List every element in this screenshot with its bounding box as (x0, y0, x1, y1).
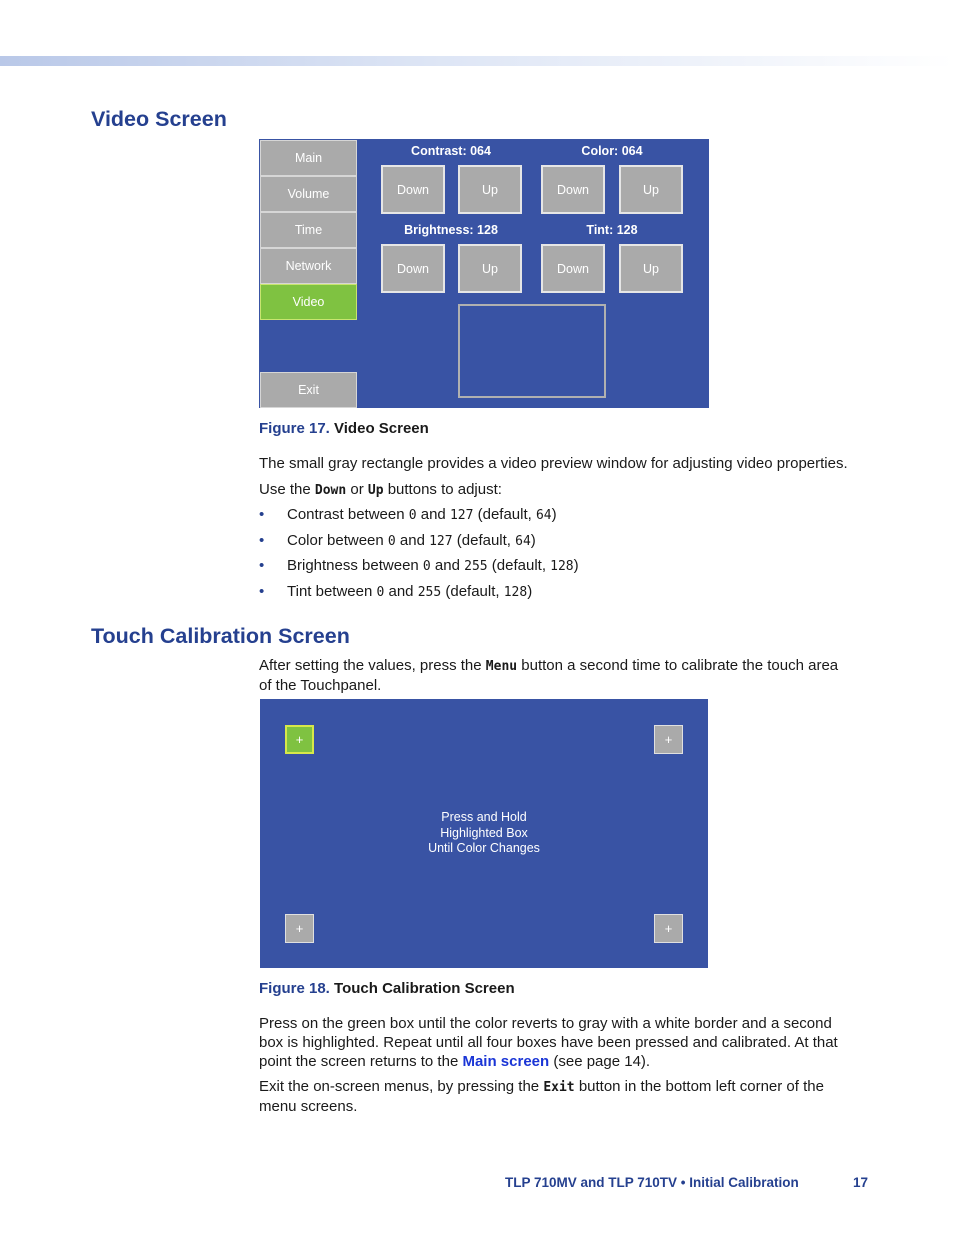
use-buttons-paragraph (259, 480, 859, 500)
exit-code: Exit (543, 1080, 575, 1095)
or-text: or (350, 481, 364, 498)
menu-main-button[interactable]: Main (260, 140, 357, 176)
list-item: • Tint between 0 and 255 (default, 128) (259, 582, 579, 608)
menu-video-button[interactable]: Video (260, 284, 357, 320)
press-green-paragraph: Press on the green box until the color reverts to gray with a white border and a second box is highlighted. Repeat until all four boxes have been pressed and calibrated. At that point the screen returns to the Main screen (see page 14). (259, 1015, 838, 1070)
tint-down-button[interactable]: Down (541, 244, 605, 293)
tint-up-button[interactable]: Up (619, 244, 683, 293)
use-post-text: buttons to adjust: (387, 481, 502, 498)
calibration-box-bottom-left[interactable]: + (285, 914, 314, 943)
color-up-button[interactable]: Up (619, 165, 683, 214)
after-setting-paragraph: After setting the values, press the Menu button a second time to calibrate the touch area of the Touchpanel. (259, 657, 839, 694)
page-number: 17 (853, 1175, 869, 1190)
menu-time-button[interactable]: Time (260, 212, 357, 248)
menu-code: Menu (485, 659, 518, 674)
menu-network-button[interactable]: Network (260, 248, 357, 284)
down-code: Down (314, 483, 347, 498)
list-item: • Contrast between 0 and 127 (default, 64) (259, 505, 579, 531)
adjust-list (259, 505, 579, 608)
figure-18-title: Touch Calibration Screen (334, 980, 515, 997)
contrast-up-button[interactable]: Up (458, 165, 522, 214)
brightness-label: Brightness: 128 (404, 223, 498, 237)
list-item: • Color between 0 and 127 (default, 64) (259, 531, 579, 557)
footer-title: TLP 710MV and TLP 710TV • Initial Calibration (505, 1175, 799, 1190)
figure-17-number: Figure 17. (259, 420, 330, 437)
figure-18-number: Figure 18. (259, 980, 330, 997)
up-code: Up (367, 483, 384, 498)
video-intro-paragraph: The small gray rectangle provides a video preview window for adjusting video properties. (259, 455, 848, 472)
exit-paragraph: Exit the on-screen menus, by pressing the Exit button in the bottom left corner of the menu screens. (259, 1078, 824, 1115)
contrast-down-button[interactable]: Down (381, 165, 445, 214)
figure-18-caption (259, 980, 515, 997)
figure-17-title: Video Screen (334, 420, 429, 437)
main-screen-link[interactable]: Main screen (462, 1053, 550, 1070)
use-pre-text: Use the (259, 481, 311, 498)
color-label: Color: 064 (581, 144, 643, 158)
contrast-label: Contrast: 064 (411, 144, 491, 158)
tint-label: Tint: 128 (586, 223, 638, 237)
color-down-button[interactable]: Down (541, 165, 605, 214)
list-item: • Brightness between 0 and 255 (default, 128) (259, 556, 579, 582)
video-preview-window (458, 304, 606, 398)
menu-volume-button[interactable]: Volume (260, 176, 357, 212)
menu-exit-button[interactable]: Exit (260, 372, 357, 408)
calibration-box-top-right[interactable]: + (654, 725, 683, 754)
figure-17-caption (259, 420, 429, 437)
brightness-up-button[interactable]: Up (458, 244, 522, 293)
header-band (0, 56, 954, 66)
brightness-down-button[interactable]: Down (381, 244, 445, 293)
calibration-box-top-left[interactable]: + (285, 725, 314, 754)
video-screen-heading: Video Screen (91, 107, 227, 131)
calibration-instructions: Press and Hold Highlighted Box Until Color Changes (428, 810, 540, 856)
touch-calibration-heading: Touch Calibration Screen (91, 624, 350, 648)
calibration-box-bottom-right[interactable]: + (654, 914, 683, 943)
